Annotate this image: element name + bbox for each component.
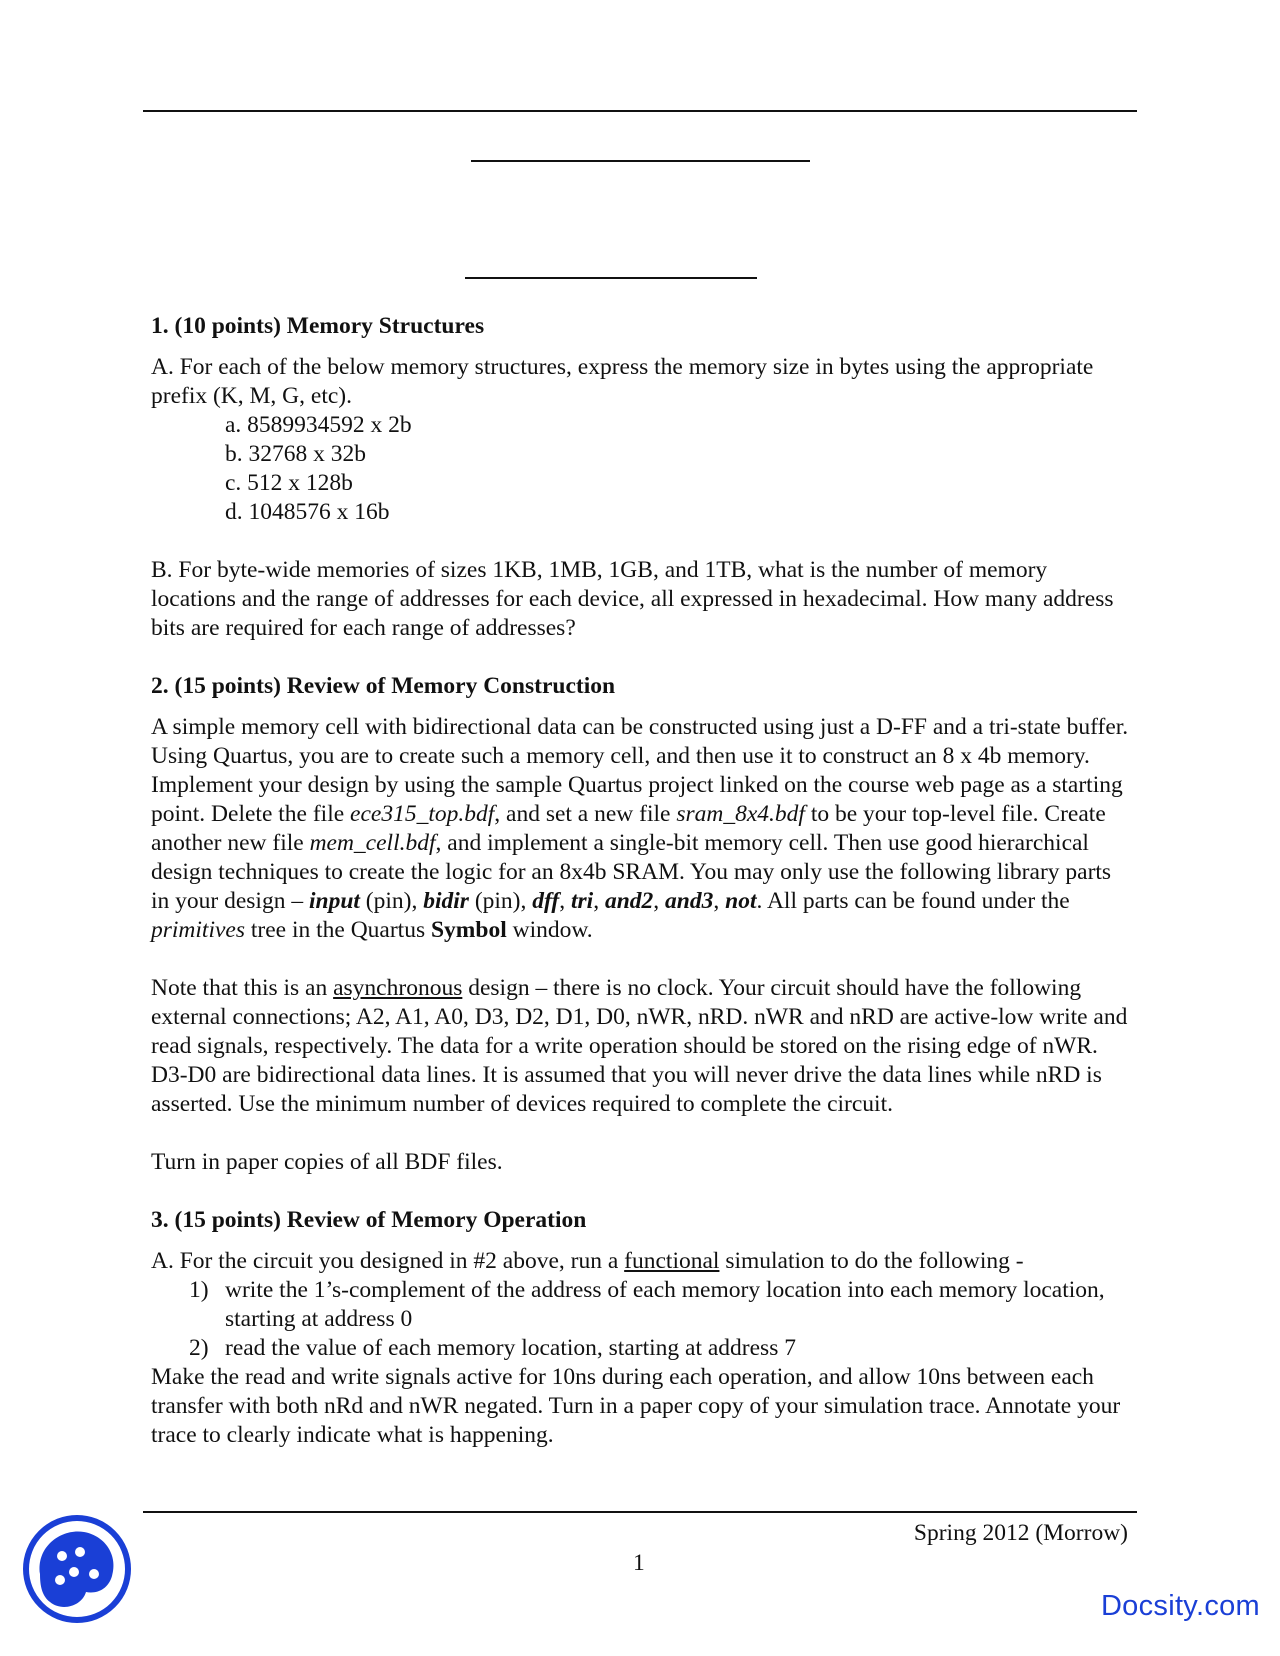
list-item: c. 512 x 128b	[225, 470, 353, 496]
footer-term: Spring 2012 (Morrow)	[913, 1520, 1128, 1546]
section-3-intro: A. For the circuit you designed in #2 above, run a functional simulation to do the following -	[151, 1248, 1024, 1274]
footer-rule	[143, 1511, 1137, 1513]
docsity-brand-link[interactable]: Docsity.com	[1100, 1590, 1260, 1622]
part-input: input	[308, 888, 360, 914]
part-and3: and3	[665, 888, 714, 914]
part-bidir: bidir	[423, 888, 469, 914]
filename-top: ece315_top.bdf	[350, 801, 495, 827]
document-body	[151, 312, 1131, 1450]
step-text: write the 1’s-complement of the address of each memory location into each memory location, starting at address 0	[225, 1277, 1105, 1332]
step-text: read the value of each memory location, starting at address 7	[225, 1335, 796, 1361]
step-number: 2)	[189, 1335, 209, 1361]
asynchronous-term: asynchronous	[333, 975, 463, 1001]
memory-structure-list	[151, 411, 1131, 527]
part-tri: tri	[571, 888, 594, 914]
part-not: not	[725, 888, 757, 914]
page-number: 1	[633, 1550, 645, 1576]
section-3-heading: 3. (15 points) Review of Memory Operation	[151, 1207, 587, 1233]
section-1-heading: 1. (10 points) Memory Structures	[151, 313, 485, 339]
filename-mem-cell: mem_cell.bdf	[309, 830, 436, 856]
list-item	[151, 1334, 1131, 1363]
header-name-blank-line	[471, 160, 810, 162]
section-1-part-b: B. For byte-wide memories of sizes 1KB, 1MB, 1GB, and 1TB, what is the number of memory locations and the range of addresses for each device, all expressed in hexadecimal. How many address bits are required for each range of addresses?	[151, 557, 1114, 641]
part-and2: and2	[604, 888, 654, 914]
header-top-rule	[143, 110, 1137, 112]
section-2-paragraph-2: Note that this is an asynchronous design – there is no clock. Your circuit should have the following external connections; A2, A1, A0, D3, D2, D1, D0, nWR, nRD. nWR and nRD are active-low write and read signals, respectively. The data for a write operation should be stored on the rising edge of nWR. D3-D0 are bidirectional data lines. It is assumed that you will never drive the data lines while nRD is asserted. Use the minimum number of devices required to complete the circuit.	[151, 975, 1128, 1117]
section-1-part-a-intro: A. For each of the below memory structures, express the memory size in bytes using the appropriate prefix (K, M, G, etc).	[151, 354, 1094, 409]
section-2-paragraph-1: A simple memory cell with bidirectional data can be constructed using just a D-FF and a tri-state buffer. Using Quartus, you are to create such a memory cell, and then use it to construct an 8 x 4b memory. Implement your design by using the sample Quartus project linked on the course web page as a starting point. Delete the file ece315_top.bdf, and set a new file sram_8x4.bdf to be your top-level file. Create another new file mem_cell.bdf, and implement a single-bit memory cell. Then use good hierarchical design techniques to create the logic for an 8x4b SRAM. You may only use the following library parts in your design – input (pin), bidir (pin), dff, tri, and2, and3, not. All parts can be found under the primitives tree in the Quartus Symbol window.	[151, 714, 1129, 943]
primitives-term: primitives	[151, 917, 245, 943]
part-dff: dff	[532, 888, 560, 914]
list-item: b. 32768 x 32b	[225, 441, 366, 467]
section-2-paragraph-3: Turn in paper copies of all BDF files.	[151, 1149, 503, 1175]
functional-term: functional	[624, 1248, 720, 1274]
list-item: d. 1048576 x 16b	[225, 499, 390, 525]
header-second-blank-line	[465, 277, 757, 279]
symbol-term: Symbol	[430, 917, 507, 943]
section-3-closing: Make the read and write signals active for 10ns during each operation, and allow 10ns between each transfer with both nRd and nWR negated. Turn in a paper copy of your simulation trace. Annotate your trace to clearly indicate what is happening.	[151, 1364, 1121, 1448]
section-2-heading: 2. (15 points) Review of Memory Construction	[151, 673, 616, 699]
filename-sram: sram_8x4.bdf	[676, 801, 805, 827]
step-number: 1)	[189, 1277, 209, 1303]
list-item	[151, 1276, 1131, 1334]
docsity-logo-icon	[22, 1514, 132, 1624]
list-item: a. 8589934592 x 2b	[225, 412, 412, 438]
